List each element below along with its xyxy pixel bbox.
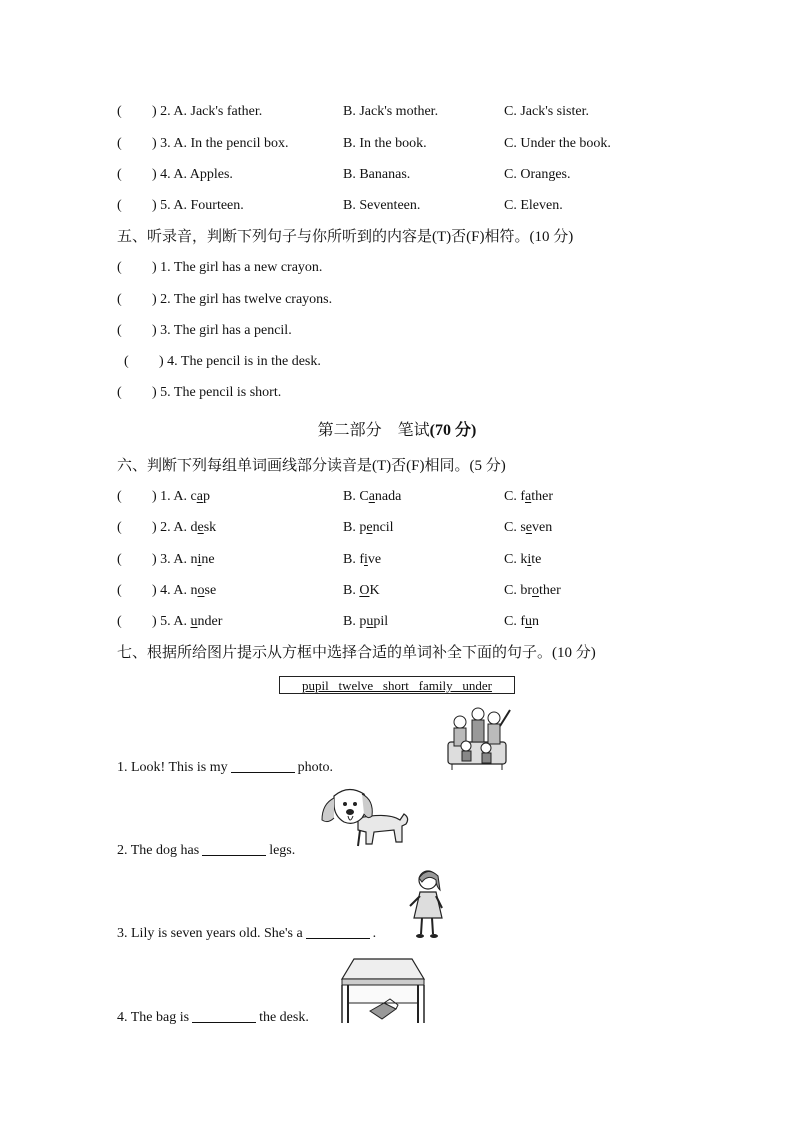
answer-paren[interactable]: (	[117, 520, 122, 535]
listening-item-3	[0, 133, 794, 155]
sentence-text: .	[372, 926, 377, 941]
answer-paren[interactable]: (	[117, 552, 122, 567]
sentence-text: legs.	[269, 843, 296, 858]
fill-sentence-4	[117, 1007, 309, 1029]
tf-item-5	[0, 382, 794, 404]
part-title-text: 第二部分 笔试	[317, 422, 430, 439]
word-a: ) 3. A. nine	[152, 552, 215, 567]
sentence-text: photo.	[297, 760, 333, 775]
option-a: ) 2. A. Jack's father.	[152, 104, 263, 119]
tf-statement: ) 4. The pencil is in the desk.	[159, 354, 321, 369]
family-photo-icon	[440, 704, 516, 772]
answer-blank[interactable]	[192, 1008, 256, 1023]
phonics-item-5	[0, 611, 794, 633]
option-b: B. Jack's mother.	[343, 104, 439, 119]
option-b: B. Bananas.	[343, 167, 411, 182]
phonics-item-3	[0, 549, 794, 571]
listening-item-4	[0, 164, 794, 186]
word-c: C. father	[504, 489, 553, 504]
listening-item-5	[0, 195, 794, 217]
tf-statement: ) 5. The pencil is short.	[152, 385, 282, 400]
section-6-heading: 六、判断下列每组单词画线部分读音是(T)否(F)相同。(5 分)	[117, 458, 506, 474]
option-b: B. In the book.	[343, 136, 427, 151]
word-c: C. seven	[504, 520, 553, 535]
tf-statement: ) 2. The girl has twelve crayons.	[152, 292, 333, 307]
answer-paren[interactable]: (	[117, 614, 122, 629]
answer-blank[interactable]	[231, 758, 295, 773]
part-score: (70 分)	[429, 422, 477, 439]
sentence-text: 1. Look! This is my	[117, 760, 228, 775]
phonics-item-1	[0, 486, 794, 508]
word-c: C. kite	[504, 552, 542, 567]
option-c: C. Jack's sister.	[504, 104, 589, 119]
sentence-text: 4. The bag is	[117, 1010, 190, 1025]
answer-paren[interactable]: (	[117, 292, 122, 307]
option-a: ) 5. A. Fourteen.	[152, 198, 244, 213]
phonics-item-4	[0, 580, 794, 602]
answer-blank[interactable]	[306, 924, 370, 939]
word-a: ) 5. A. under	[152, 614, 223, 629]
word-b: B. Canada	[343, 489, 402, 504]
section-5-heading: 五、听录音，判断下列句子与你所听到的内容是(T)否(F)相符。(10 分)	[117, 229, 574, 245]
word-b: B. pencil	[343, 520, 394, 535]
option-c: C. Under the book.	[504, 136, 611, 151]
girl-icon	[406, 868, 446, 942]
fill-sentence-3	[117, 923, 376, 945]
section-7-heading: 七、根据所给图片提示从方框中选择合适的单词补全下面的句子。(10 分)	[117, 645, 596, 661]
answer-paren[interactable]: (	[117, 136, 122, 151]
listening-item-2	[0, 101, 794, 123]
option-c: C. Eleven.	[504, 198, 563, 213]
word-b: B. pupil	[343, 614, 389, 629]
option-a: ) 3. A. In the pencil box.	[152, 136, 289, 151]
tf-statement: ) 1. The girl has a new crayon.	[152, 260, 323, 275]
answer-paren[interactable]: (	[117, 583, 122, 598]
tf-item-2	[0, 289, 794, 311]
tf-item-3	[0, 320, 794, 342]
answer-paren[interactable]: (	[117, 323, 122, 338]
word-b: B. OK	[343, 583, 380, 598]
answer-paren[interactable]: (	[117, 385, 122, 400]
fill-sentence-1	[117, 757, 333, 779]
phonics-item-2	[0, 517, 794, 539]
answer-paren[interactable]: (	[117, 198, 122, 213]
option-a: ) 4. A. Apples.	[152, 167, 233, 182]
word-a: ) 1. A. cap	[152, 489, 210, 504]
answer-paren[interactable]: (	[117, 489, 122, 504]
word-a: ) 2. A. desk	[152, 520, 217, 535]
tf-item-1	[0, 257, 794, 279]
fill-sentence-2	[117, 840, 295, 862]
answer-blank[interactable]	[202, 841, 266, 856]
answer-paren[interactable]: (	[117, 167, 122, 182]
word-c: C. fun	[504, 614, 539, 629]
option-c: C. Oranges.	[504, 167, 571, 182]
tf-statement: ) 3. The girl has a pencil.	[152, 323, 292, 338]
answer-paren[interactable]: (	[124, 354, 129, 369]
dog-icon	[318, 784, 412, 854]
sentence-text: 3. Lily is seven years old. She's a	[117, 926, 303, 941]
desk-with-bag-icon	[338, 957, 428, 1025]
word-c: C. brother	[504, 583, 561, 598]
word-b: B. five	[343, 552, 382, 567]
answer-paren[interactable]: (	[117, 104, 122, 119]
answer-paren[interactable]: (	[117, 260, 122, 275]
tf-item-4	[0, 351, 794, 373]
part-2-title	[0, 420, 794, 442]
word-a: ) 4. A. nose	[152, 583, 217, 598]
sentence-text: the desk.	[259, 1010, 309, 1025]
word-bank-box: pupil twelve short family under	[279, 676, 515, 694]
sentence-text: 2. The dog has	[117, 843, 200, 858]
option-b: B. Seventeen.	[343, 198, 421, 213]
